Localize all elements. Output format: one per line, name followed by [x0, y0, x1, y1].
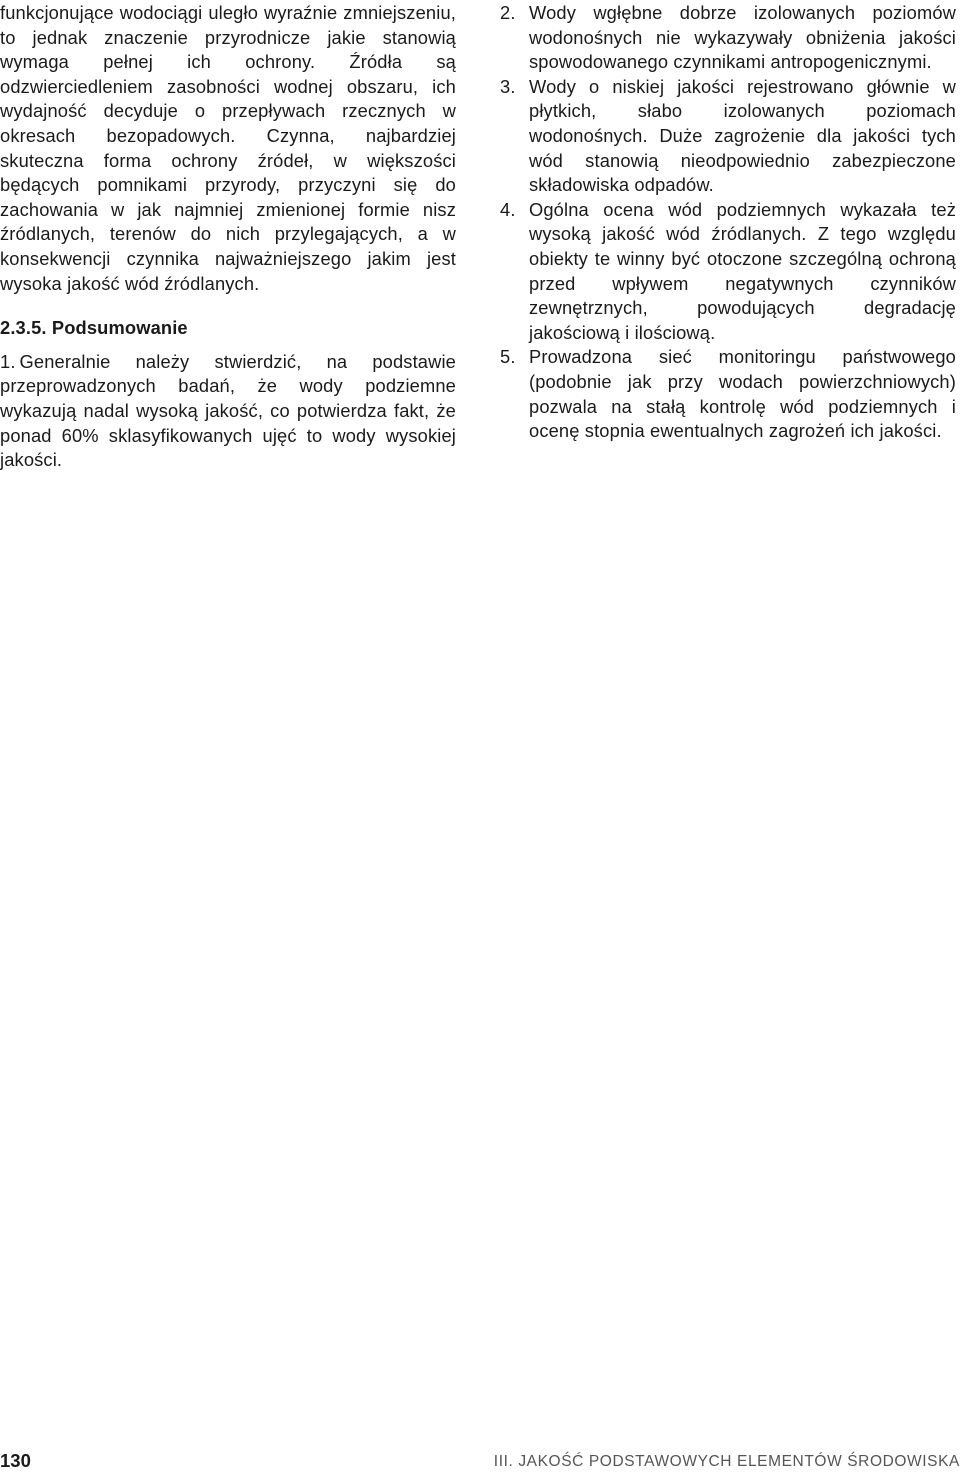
list-item [500, 198, 956, 346]
running-footer-title: III. JAKOŚĆ PODSTAWOWYCH ELEMENTÓW ŚRODOWISKA [493, 1453, 960, 1470]
list-item [0, 350, 456, 473]
list-item-text: Generalnie należy stwierdzić, na podstawie przeprowadzonych badań, że wody podziemne wykazują nadal wysoką jakość, co potwierdza fakt, że ponad 60% sklasyfikowanych ujęć to wody wysokiej jakości. [0, 350, 456, 471]
list-item-text: Wody o niskiej jakości rejestrowano głównie w płytkich, słabo izolowanych poziomach wodonośnych. Duże zagrożenie dla jakości tych wód stanowią nieodpowiednio zabezpieczone składowiska odpadów. [529, 75, 956, 196]
list-item-number: 3. [500, 75, 516, 97]
list-item-number: 2. [500, 2, 516, 23]
right-column [500, 1, 956, 444]
list-item-text: Wody wgłębne dobrze izolowanych poziomów wodonośnych nie wykazywały obniżenia jakości spowodowanego czynnikami antropogenicznymi. [529, 2, 956, 73]
list-item-number: 4. [500, 198, 516, 220]
summary-list-right [500, 1, 956, 444]
section-heading: 2.3.5. Podsumowanie [0, 317, 188, 339]
list-item [500, 345, 956, 443]
list-item [500, 75, 956, 198]
list-item-text: Prowadzona sieć monitoringu państwowego (podobnie jak przy wodach powierzchniowych) pozwala na stałą kontrolę wód podziemnych i ocenę stopnia ewentualnych zagrożeń ich jakości. [529, 346, 956, 442]
page-number: 130 [0, 1450, 31, 1471]
list-item-text: Ogólna ocena wód podziemnych wykazała też wysoką jakość wód źródlanych. Z tego względu obiekty te winny być otoczone szczególną ochroną przed wpływem negatywnych czynników zewnętrznych, powodujących degradację jakościową i ilościową. [529, 198, 956, 343]
left-column [0, 1, 456, 473]
list-item [500, 1, 956, 75]
list-item-number: 1. [0, 350, 16, 372]
intro-paragraph: funkcjonujące wodociągi uległo wyraźnie zmniejszeniu, to jednak znaczenie przyrodnicze jakie stanowią wymaga pełnej ich ochrony. Źródła są odzwierciedleniem zasobności wodnej obszaru, ich wydajność decyduje o przepływach rzecznych w okresach bezopadowych. Czynna, najbardziej skuteczna forma ochrony źródeł, w większości będących pomnikami przyrody, przyczyni się do zachowania w jak najmniej zmienionej formie nisz źródlanych, terenów do nich przylegających, a w konsekwencji czynnika najważniejszego jakim jest wysoka jakość wód źródlanych. [0, 2, 456, 294]
summary-list-left [0, 350, 456, 473]
list-item-number: 5. [500, 346, 516, 368]
